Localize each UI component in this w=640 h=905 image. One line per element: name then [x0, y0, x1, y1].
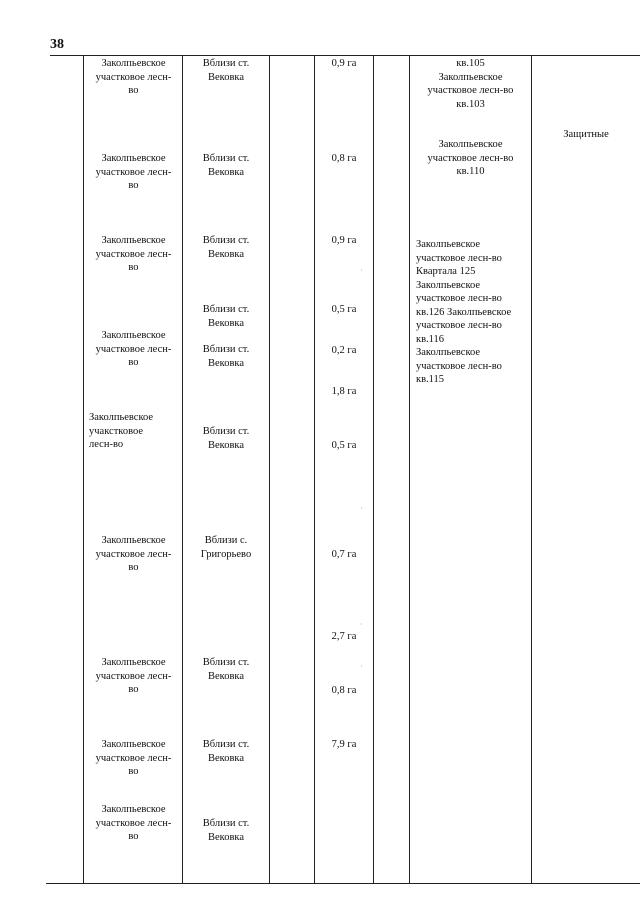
table-bottom-border	[46, 883, 640, 884]
table-cell-location: Вблизи ст. Вековка	[202, 818, 250, 843]
table-cell-area: 2,7 га	[331, 631, 357, 642]
table-cell-forestry: Заколпьевское участковое лесн- во	[95, 535, 172, 573]
table-cell-quarter: Заколпьевское участковое лесн-во Квартала 125 Заколпьевское участковое лесн-во кв.126 Заколпьевское участковое лесн-во кв.116 Заколпьевское участковое лесн-во кв.115	[416, 239, 512, 385]
table-cell-forestry: Заколпьевское участковое лесн- во	[95, 58, 172, 96]
table-cell-area: 0,7 га	[331, 549, 357, 560]
table-cell-location: Вблизи ст. Вековка	[202, 344, 250, 369]
scan-dot: ·	[360, 662, 363, 671]
scan-dot: ·	[360, 504, 363, 513]
scan-dot: ·	[360, 620, 363, 629]
table-cell-area: 0,9 га	[331, 58, 357, 69]
table-cell-forestry: Заколпьевское участковое лесн- во	[95, 235, 172, 273]
table-cell-location: Вблизи ст. Вековка	[202, 657, 250, 682]
table-col-divider	[83, 55, 84, 883]
table-col-divider	[373, 55, 374, 883]
table-cell-forestry: Заколпьевское участковое лесн- во	[95, 804, 172, 842]
table-cell-location: Вблизи ст. Вековка	[202, 739, 250, 764]
table-cell-location: Вблизи ст. Вековка	[202, 235, 250, 260]
table-cell-area: 0,8 га	[331, 685, 357, 696]
page-number: 38	[50, 37, 64, 52]
table-cell-location: Вблизи с. Григорьево	[200, 535, 252, 560]
table-cell-forestry: Заколпьевское участковое лесн- во	[95, 330, 172, 368]
table-cell-area: 0,5 га	[331, 440, 357, 451]
table-col-divider	[531, 55, 532, 883]
table-cell-location: Вблизи ст. Вековка	[202, 58, 250, 83]
table-cell-area: 1,8 га	[331, 386, 357, 397]
table-cell-area: 7,9 га	[331, 739, 357, 750]
table-cell-location: Вблизи ст. Вековка	[202, 426, 250, 451]
table-col-divider	[269, 55, 270, 883]
table-col-divider	[314, 55, 315, 883]
table-cell-area: 0,5 га	[331, 304, 357, 315]
table-top-border	[50, 55, 640, 56]
table-cell-forestry: Заколпьевское учакстковое лесн-во	[89, 412, 154, 450]
table-cell-quarter: кв.105 Заколпьевское участковое лесн-во кв.103	[427, 58, 514, 110]
table-cell-location: Вблизи ст. Вековка	[202, 153, 250, 178]
table-cell-location: Вблизи ст. Вековка	[202, 304, 250, 329]
table-col-divider	[409, 55, 410, 883]
table-cell-forestry: Заколпьевское участковое лесн- во	[95, 657, 172, 695]
table-cell-area: 0,9 га	[331, 235, 357, 246]
table-cell-category: Защитные	[563, 129, 609, 140]
table-cell-area: 0,2 га	[331, 345, 357, 356]
scan-dot: ·	[360, 266, 363, 275]
table-cell-forestry: Заколпьевское участковое лесн- во	[95, 739, 172, 777]
table-cell-area: 0,8 га	[331, 153, 357, 164]
table-cell-forestry: Заколпьевское участковое лесн- во	[95, 153, 172, 191]
table-cell-quarter: Заколпьевское участковое лесн-во кв.110	[427, 139, 514, 177]
